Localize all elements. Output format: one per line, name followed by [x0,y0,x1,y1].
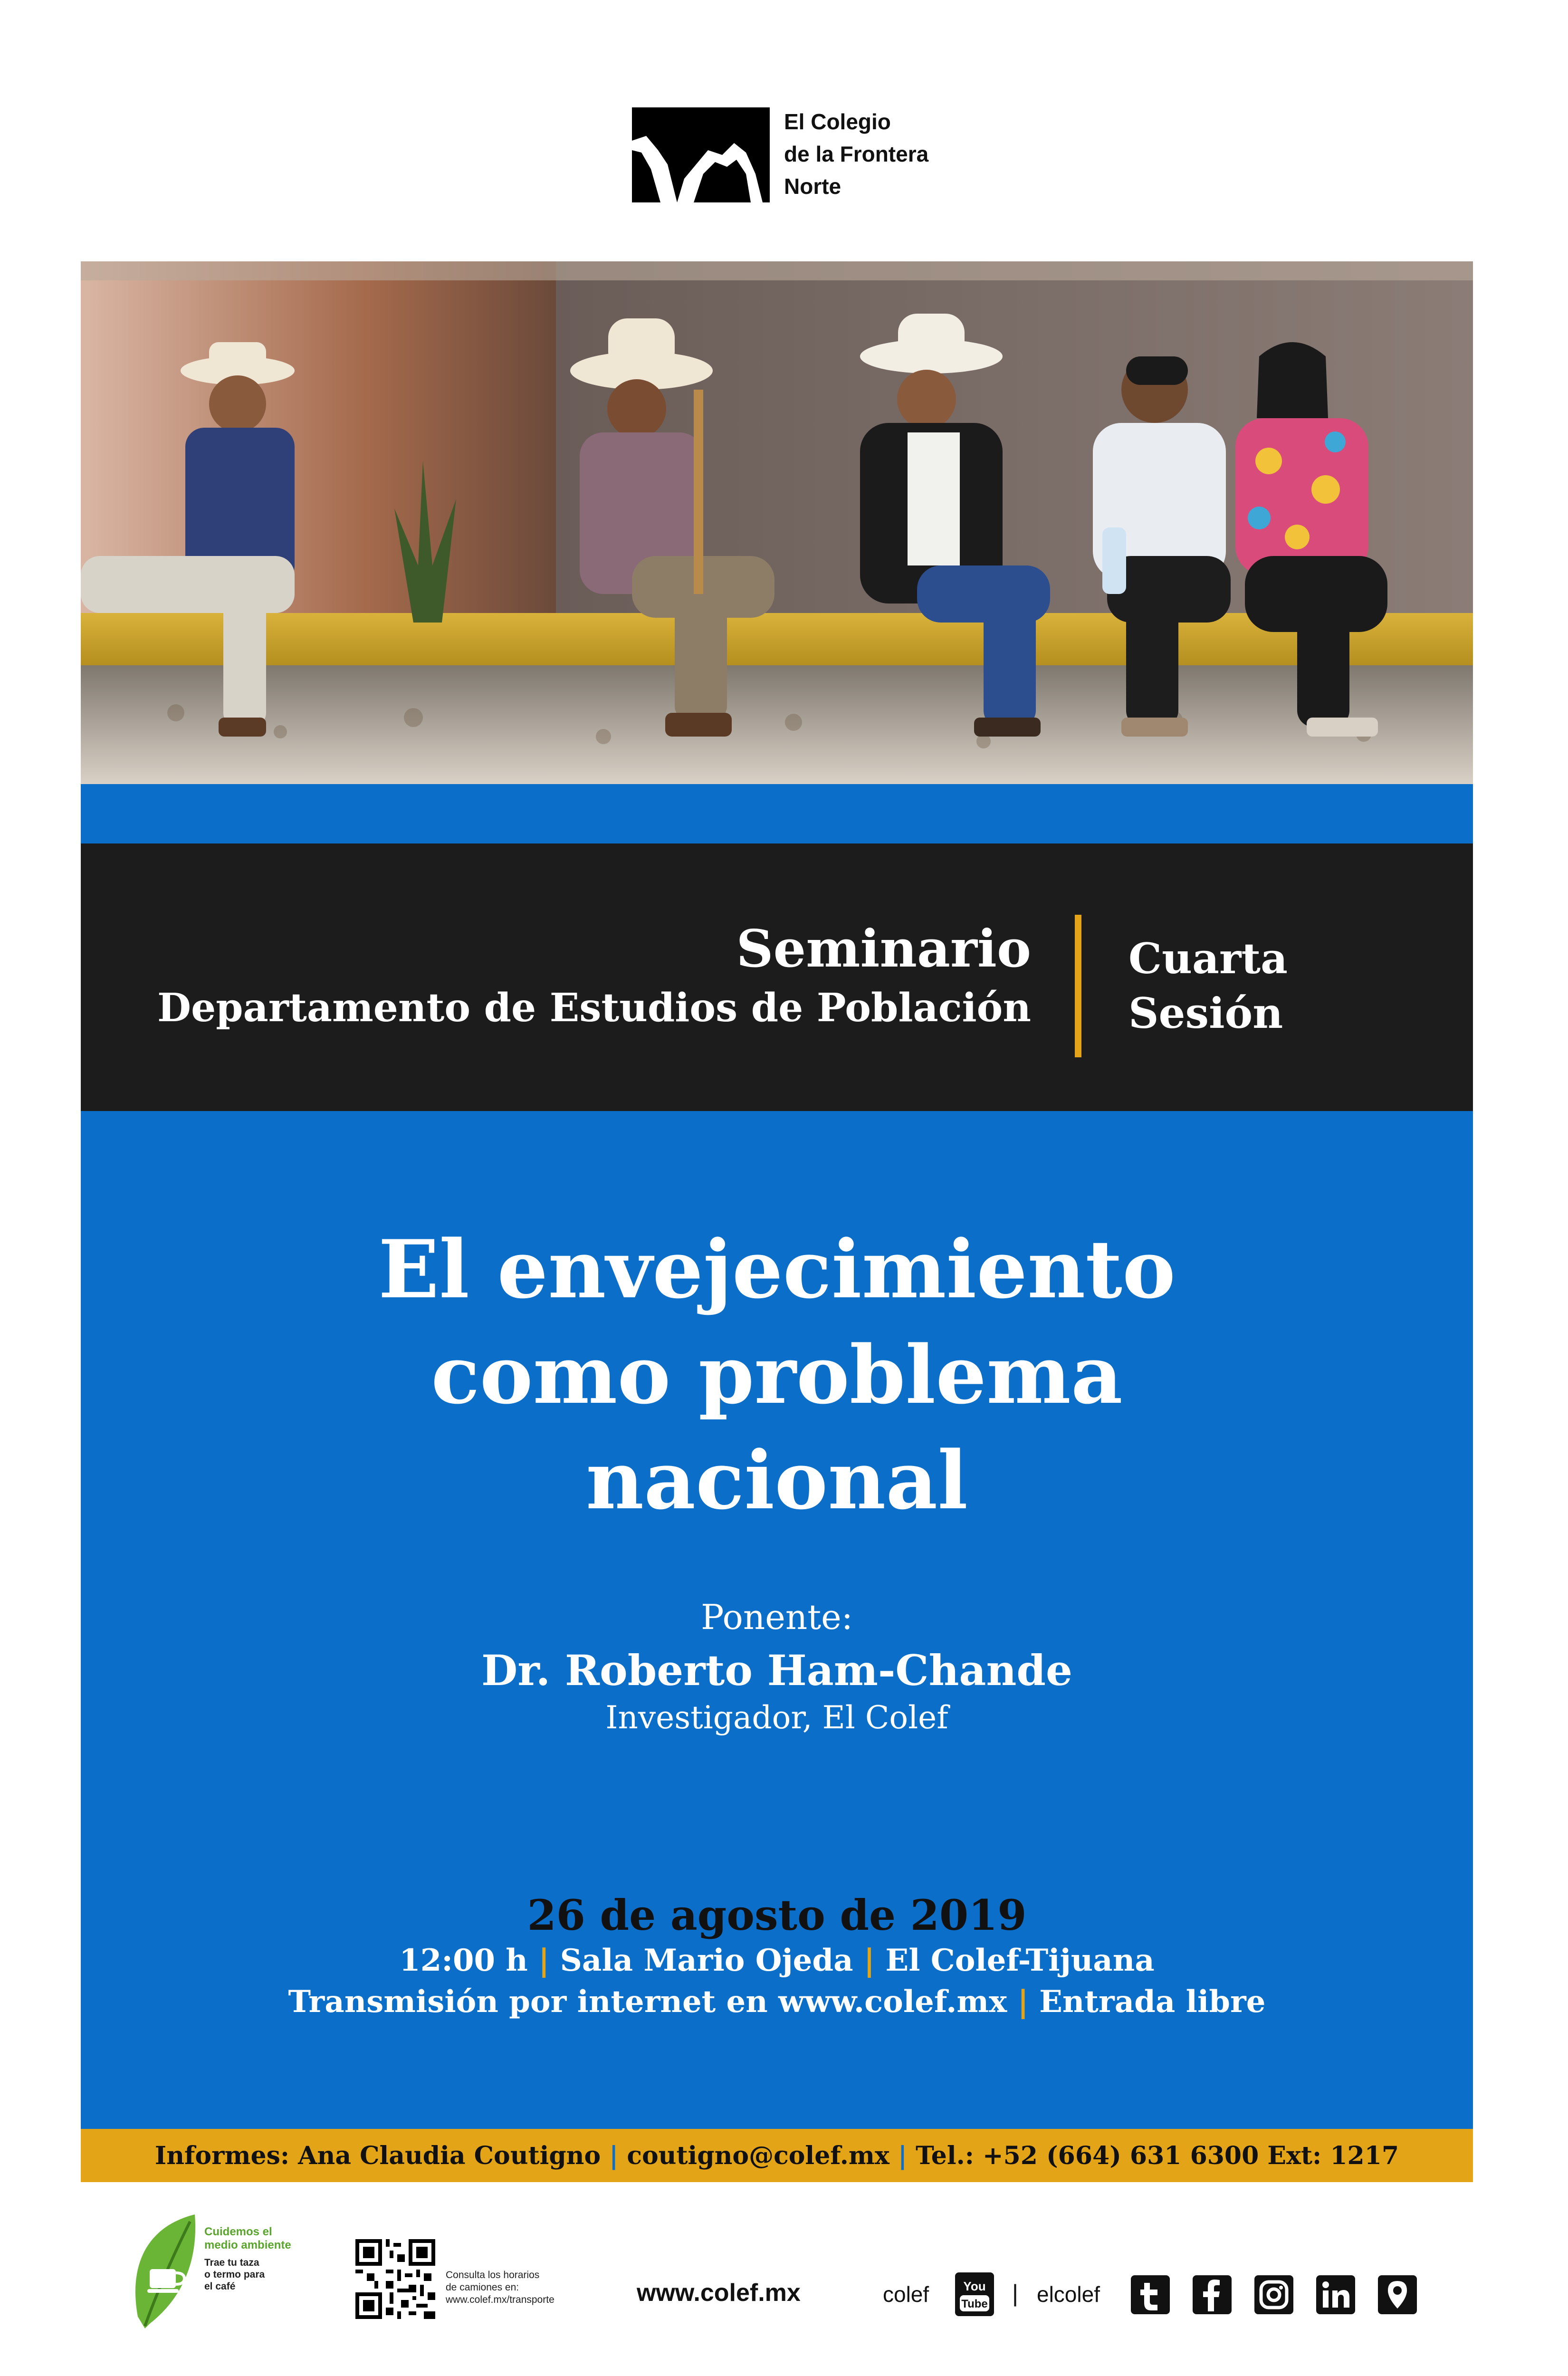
linkedin-icon[interactable] [1316,2275,1355,2314]
social-handle[interactable]: elcolef [1037,2282,1100,2307]
logo-line-1: El Colegio [784,109,891,134]
event-details [81,1940,1473,1981]
eco-line-5: el café [204,2281,236,2292]
eco-heading [204,2225,291,2252]
qr-line-1: Consulta los horarios [446,2270,540,2280]
separator: | [863,1943,875,1978]
separator: | [898,2141,907,2170]
speaker-name: Dr. Roberto Ham-Chande [481,1646,1072,1695]
seminar-title: Seminario [736,919,1031,979]
contact-email[interactable]: coutigno@colef.mx [627,2141,889,2170]
facebook-icon[interactable] [1193,2275,1232,2314]
qr-line-2: de camiones en: [446,2282,519,2293]
youtube-icon-you: You [963,2279,986,2293]
separator: | [609,2141,619,2170]
seminar-info [157,920,1031,1034]
contact-name: Informes: Ana Claudia Coutigno [154,2141,601,2170]
qr-line-3[interactable]: www.colef.mx/transporte [446,2294,555,2305]
session-line-1: Cuarta [1128,934,1288,983]
colef-logo-text [784,105,928,202]
mountain-logo-icon [632,107,770,202]
youtube-icon[interactable] [955,2272,994,2316]
youtube-icon-tube: Tube [961,2298,988,2310]
separator: | [538,1943,550,1978]
speaker-role: Investigador, El Colef [605,1699,948,1736]
eco-badge [128,2212,309,2331]
instagram-icon[interactable] [1254,2275,1293,2314]
eco-line-1: Cuidemos el [204,2225,272,2238]
event-time: 12:00 h [399,1943,528,1978]
seminar-department: Departamento de Estudios de Población [157,985,1031,1031]
qr-code-icon[interactable] [355,2239,435,2319]
transport-info [446,2269,555,2306]
photo-elderly-people-sitting-on-curb [81,261,1473,784]
blue-divider-band [81,784,1473,843]
youtube-handle[interactable]: colef [883,2282,929,2307]
eco-line-4: o termo para [204,2269,265,2280]
event-room: Sala Mario Ojeda [560,1943,853,1978]
eco-line-3: Trae tu taza [204,2257,259,2268]
talk-title-line-2: como problema [431,1328,1123,1422]
event-venue: El Colef-Tijuana [885,1943,1155,1978]
periscope-icon[interactable] [1378,2275,1417,2314]
event-date: 26 de agosto de 2019 [527,1890,1027,1940]
eco-message [204,2257,265,2292]
hero-photo [81,261,1473,784]
colef-logo [632,105,965,205]
talk-title-line-3: nacional [586,1433,968,1527]
session-line-2: Sesión [1128,988,1283,1038]
vertical-divider [1075,915,1081,1057]
event-stream-details [81,1982,1473,2022]
speaker-label: Ponente: [700,1597,853,1637]
footer-separator: | [1012,2280,1018,2307]
session-label [1128,931,1288,1041]
event-stream: Transmisión por internet en www.colef.mx [288,1984,1007,2020]
leaf-cup-icon [128,2212,204,2331]
contact-info [81,2139,1473,2173]
talk-title-line-1: El envejecimiento [378,1222,1176,1316]
logo-line-2: de la Frontera [784,142,929,166]
separator: | [1017,1984,1029,2020]
contact-phone: Tel.: +52 (664) 631 6300 Ext: 1217 [916,2141,1399,2170]
logo-line-3: Norte [784,174,841,199]
event-admission: Entrada libre [1039,1984,1266,2020]
website-link[interactable]: www.colef.mx [637,2279,801,2307]
eco-line-2: medio ambiente [204,2239,291,2251]
twitter-icon[interactable] [1131,2275,1170,2314]
talk-title [81,1217,1473,1533]
